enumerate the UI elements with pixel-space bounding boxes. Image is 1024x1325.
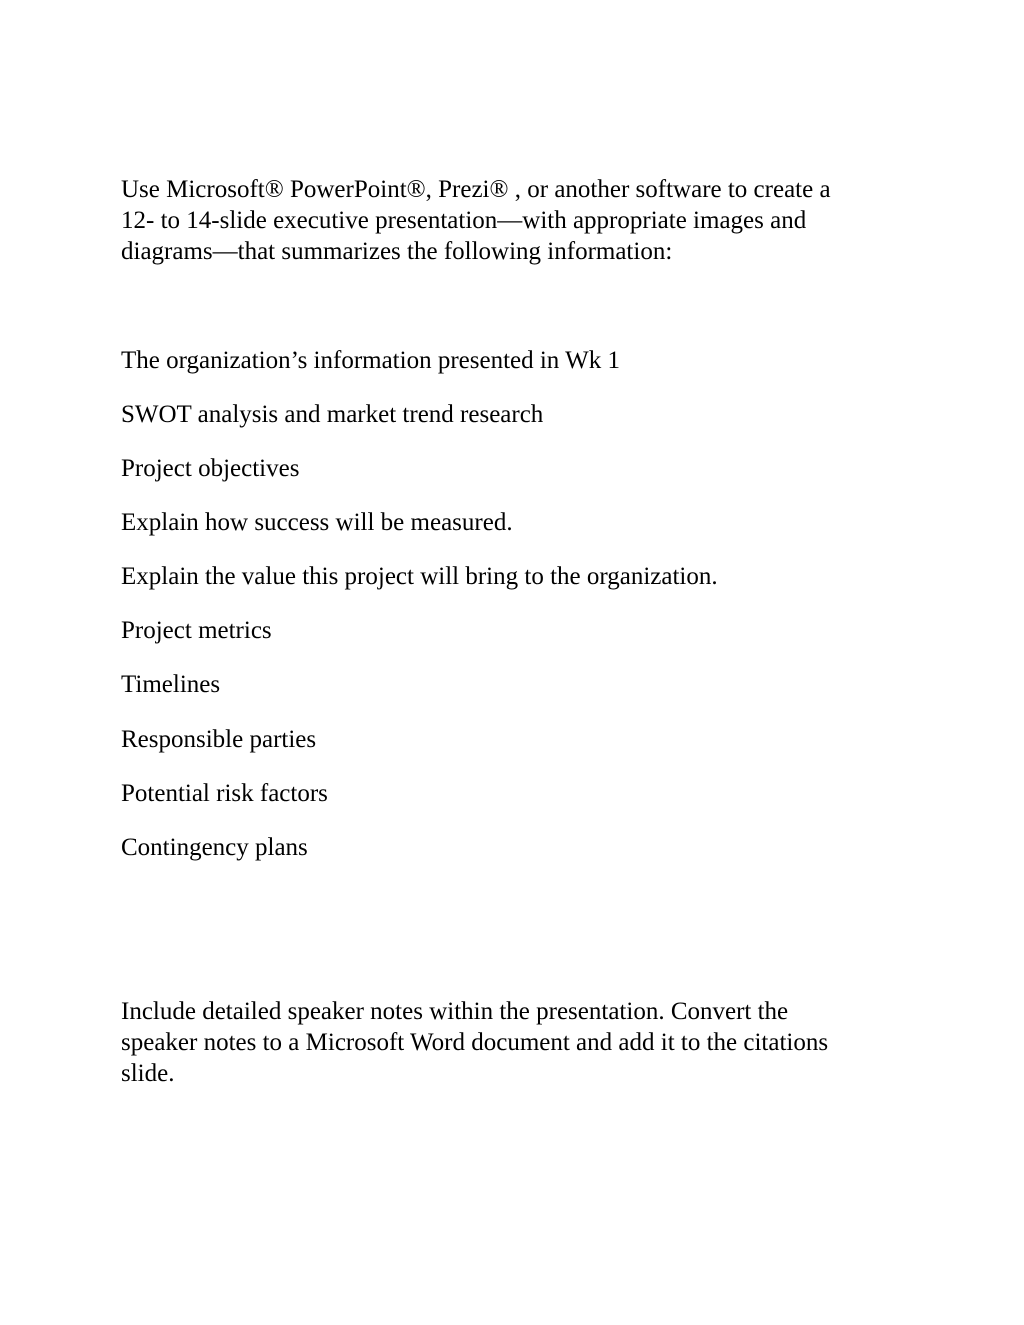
outro-line: Include detailed speaker notes within the presentation. Convert the (121, 998, 789, 1025)
list-item: Potential risk factors (121, 780, 328, 807)
list-item: Timelines (121, 671, 221, 698)
list-item: Project metrics (121, 617, 272, 644)
list-item: Explain how success will be measured. (121, 509, 513, 536)
outro-paragraph (121, 996, 901, 1089)
list-item: Explain the value this project will bring to the organization. (121, 563, 718, 590)
intro-line: 12- to 14-slide executive presentation—with appropriate images and (121, 207, 807, 234)
list-item: SWOT analysis and market trend research (121, 401, 544, 428)
list-item: The organization’s information presented in Wk 1 (121, 347, 620, 374)
outro-line: slide. (121, 1060, 175, 1087)
list-item: Project objectives (121, 455, 300, 482)
list-item: Responsible parties (121, 726, 317, 753)
outro-line: speaker notes to a Microsoft Word document and add it to the citations (121, 1029, 829, 1056)
list-item: Contingency plans (121, 834, 308, 861)
intro-line: Use Microsoft® PowerPoint®, Prezi® , or another software to create a (121, 176, 831, 203)
intro-paragraph (121, 174, 901, 267)
intro-line: diagrams—that summarizes the following information: (121, 238, 673, 265)
